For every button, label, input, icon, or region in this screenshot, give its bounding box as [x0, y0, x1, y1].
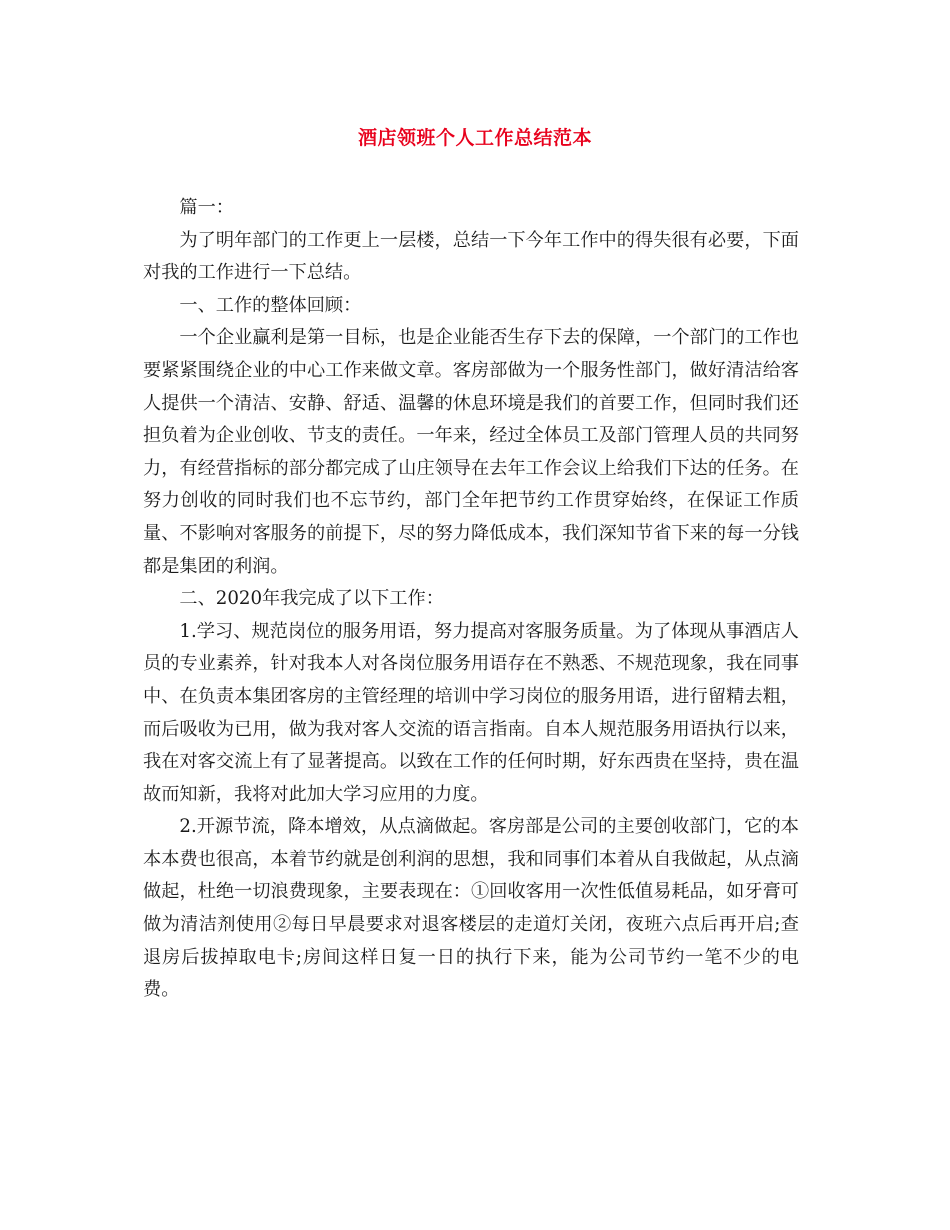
document-title: 酒店领班个人工作总结范本 — [357, 127, 592, 149]
paragraph-intro: 为了明年部门的工作更上一层楼，总结一下今年工作中的得失很有必要，下面对我的工作进行一下总结。 — [143, 229, 799, 284]
document-body — [143, 192, 799, 1007]
paragraph-overall-review: 一个企业赢利是第一目标，也是企业能否生存下去的保障，一个部门的工作也要紧紧围绕企业的中心工作来做文章。客房部做为一个服务性部门，做好清洁给客人提供一个清洁、安静、舒适、温馨的休息环境是我们的首要工作，但同时我们还担负着为企业创收、节支的责任。一年来，经过全体员工及部门管理人员的共同努力，有经营指标的部分都完成了山庄领导在去年工作会议上给我们下达的任务。在努力创收的同时我们也不忘节约，部门全年把节约工作贯穿始终，在保证工作质量、不影响对客服务的前提下，尽的努力降低成本，我们深知节省下来的每一分钱都是集团的利润。 — [143, 327, 799, 577]
paragraph-section-label: 篇一： — [179, 197, 234, 218]
paragraph-cost-saving: 2.开源节流，降本增效，从点滴做起。客房部是公司的主要创收部门，它的本本本费也很高，本着节约就是创利润的思想，我和同事们本着从自我做起，从点滴做起，杜绝一切浪费现象，主要表现在：①回收客用一次性低值易耗品，如牙膏可做为清洁剂使用②每日早晨要求对退客楼层的走道灯关闭，夜班六点后再开启;查退房后拔掉取电卡;房间这样日复一日的执行下来，能为公司节约一笔不少的电费。 — [143, 816, 799, 1001]
paragraph-service-language: 1.学习、规范岗位的服务用语，努力提高对客服务质量。为了体现从事酒店人员的专业素养，针对我本人对各岗位服务用语存在不熟悉、不规范现象，我在同事中、在负责本集团客房的主管经理的培训中学习岗位的服务用语，进行留精去粗，而后吸收为已用，做为我对客人交流的语言指南。自本人规范服务用语执行以来，我在对客交流上有了显著提高。以致在工作的任何时期，好东西贵在坚持，贵在温故而知新，我将对此加大学习应用的力度。 — [143, 620, 799, 805]
heading-completed-work: 二、2020年我完成了以下工作： — [179, 588, 444, 610]
heading-overall-review: 一、工作的整体回顾： — [179, 294, 362, 316]
